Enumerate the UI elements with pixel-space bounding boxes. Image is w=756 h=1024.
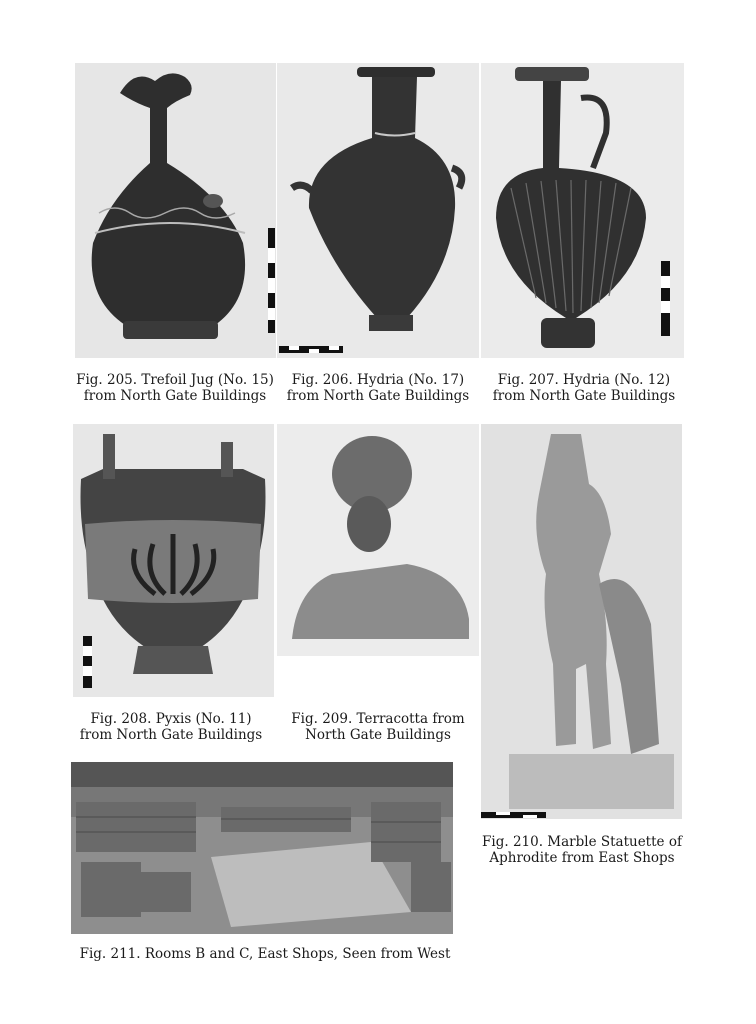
caption-fig-211: Fig. 211. Rooms B and C, East Shops, Seen from West [79,946,451,962]
photo-hydria-206 [277,63,479,358]
photo-rooms-east-shops [71,762,453,934]
caption-fig-210: Fig. 210. Marble Statuette of Aphrodite from East Shops [482,834,682,866]
caption-fig-205: Fig. 205. Trefoil Jug (No. 15) from North Gate Buildings [76,372,274,404]
caption-fig-208: Fig. 208. Pyxis (No. 11) from North Gate Buildings [79,711,263,743]
caption-fig-207: Fig. 207. Hydria (No. 12) from North Gate Buildings [492,372,676,404]
caption-fig-209: Fig. 209. Terracotta from North Gate Buildings [291,711,465,743]
photo-terracotta [277,424,479,656]
photo-pyxis [73,424,274,697]
caption-fig-206: Fig. 206. Hydria (No. 17) from North Gate Buildings [286,372,470,404]
photo-trefoil-jug [75,63,276,358]
photo-aphrodite-statuette [481,424,682,819]
photo-hydria-207 [481,63,684,358]
